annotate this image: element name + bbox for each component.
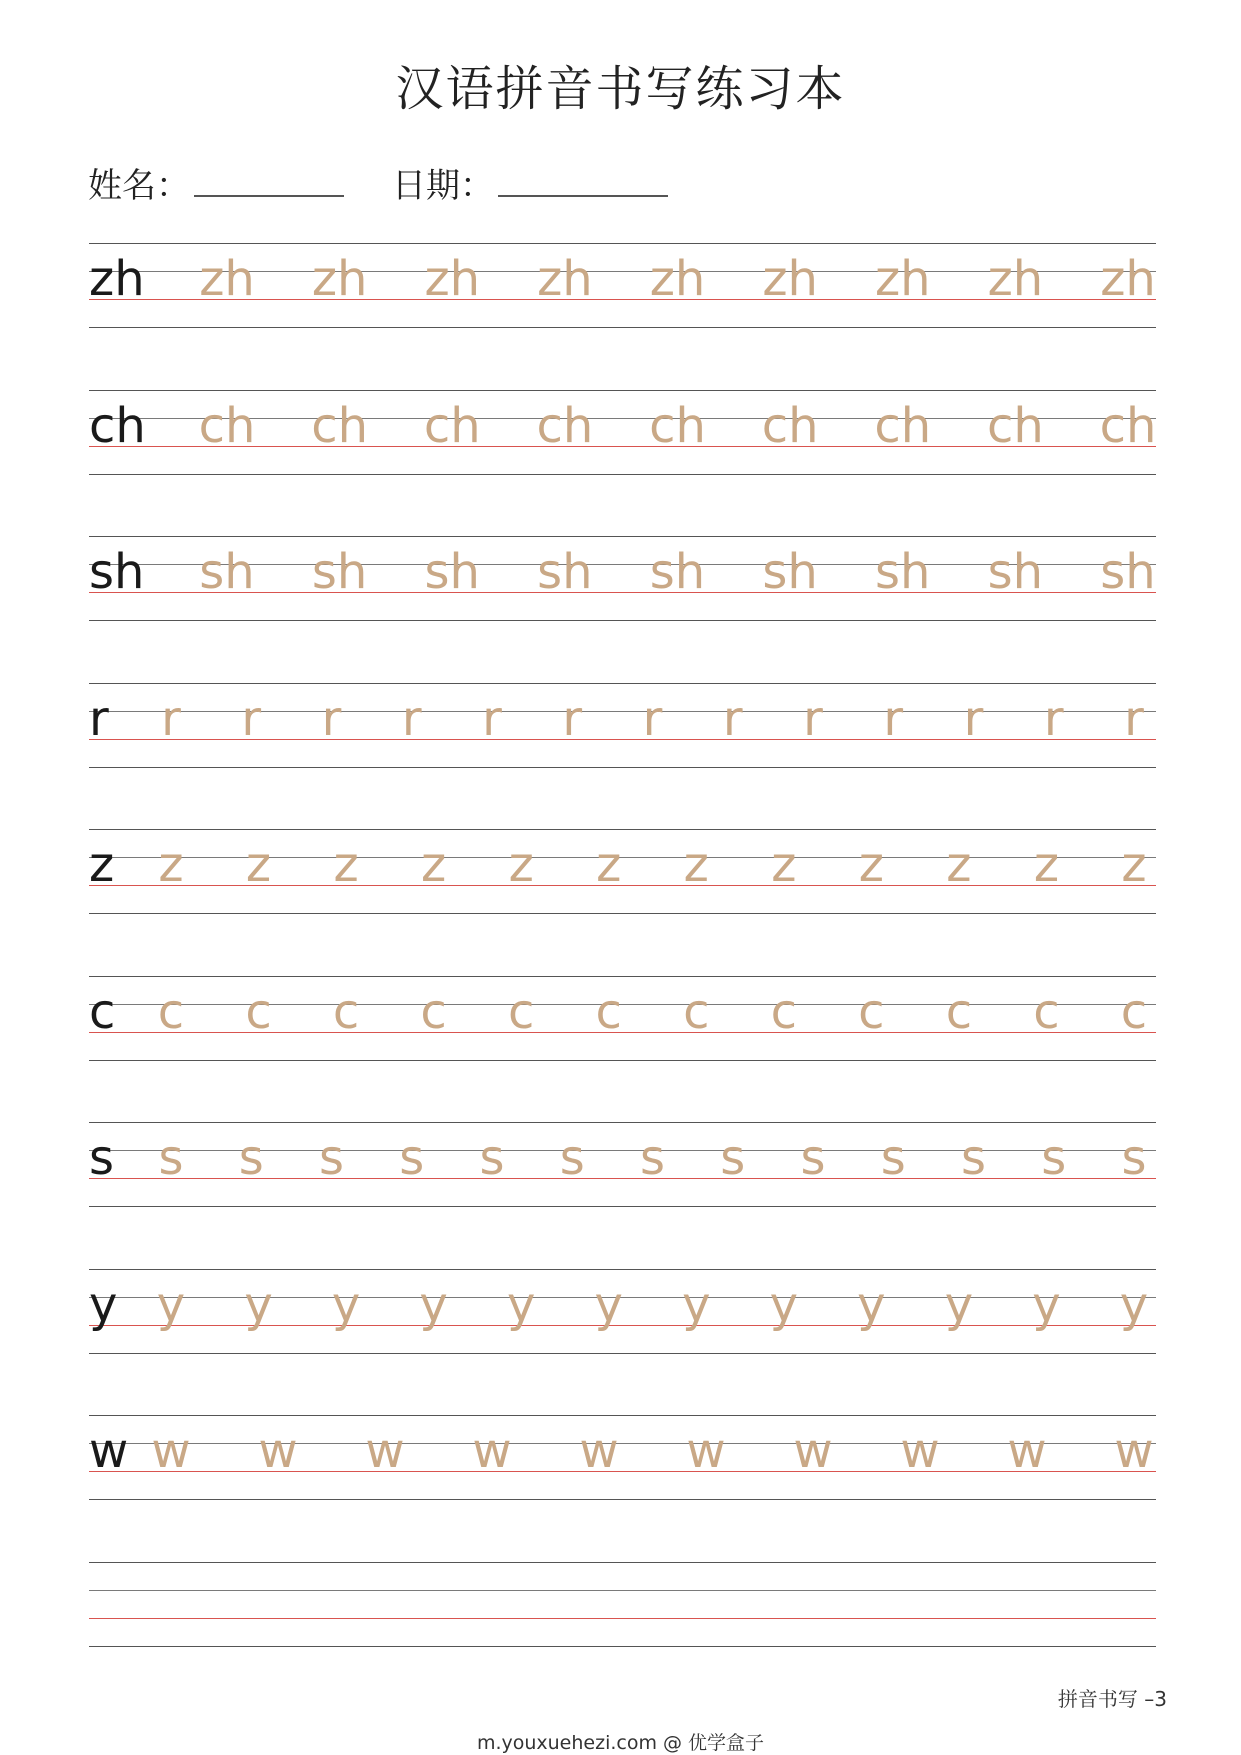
trace-letter[interactable]: w xyxy=(258,1423,298,1479)
trace-letter[interactable]: s xyxy=(479,1130,505,1186)
model-letter: sh xyxy=(89,544,145,600)
writing-row xyxy=(89,536,1156,620)
name-field xyxy=(88,158,344,207)
trace-letter[interactable]: s xyxy=(720,1130,746,1186)
guide-rule xyxy=(89,327,1156,328)
guide-rule xyxy=(89,1562,1156,1563)
trace-letter[interactable]: r xyxy=(1124,690,1144,747)
trace-letter[interactable]: s xyxy=(318,1130,345,1186)
trace-letters xyxy=(89,536,1156,600)
trace-letter[interactable]: ch xyxy=(536,397,594,454)
date-label: 日期： xyxy=(392,166,494,206)
trace-letter[interactable]: w xyxy=(472,1423,512,1479)
trace-letter[interactable]: r xyxy=(241,690,262,747)
date-blank-line[interactable] xyxy=(498,195,668,197)
trace-letter[interactable]: zh xyxy=(762,251,818,307)
trace-letter[interactable]: r xyxy=(803,690,823,747)
page-title: 汉语拼音书写练习本 xyxy=(395,61,846,117)
writing-row xyxy=(89,1269,1156,1353)
guide-rule xyxy=(89,1499,1156,1500)
trace-letter[interactable]: sh xyxy=(1100,544,1156,600)
model-letter: c xyxy=(89,983,116,1040)
trace-letter[interactable]: ch xyxy=(198,397,256,454)
guide-rule xyxy=(89,1590,1156,1591)
trace-letter[interactable]: ch xyxy=(1099,397,1157,454)
trace-letter[interactable]: zh xyxy=(1100,251,1156,307)
trace-letters xyxy=(89,1415,1156,1479)
trace-letter[interactable]: z xyxy=(508,837,534,893)
trace-letter[interactable]: y xyxy=(244,1276,273,1333)
date-field xyxy=(392,158,668,207)
trace-letter[interactable]: sh xyxy=(649,544,706,600)
trace-letter[interactable]: ch xyxy=(311,397,369,454)
model-letter: y xyxy=(89,1276,118,1333)
name-label: 姓名： xyxy=(88,166,190,206)
guide-rule xyxy=(89,767,1156,768)
trace-letter[interactable]: z xyxy=(683,837,709,893)
trace-letter[interactable]: r xyxy=(562,690,583,747)
trace-letter[interactable]: ch xyxy=(423,397,481,454)
model-letter: zh xyxy=(89,251,145,307)
trace-letter[interactable]: y xyxy=(331,1276,361,1333)
name-blank-line[interactable] xyxy=(194,195,344,197)
guide-rule xyxy=(89,1353,1156,1354)
trace-letter[interactable]: z xyxy=(1121,837,1147,893)
trace-letter[interactable]: c xyxy=(332,983,360,1040)
trace-letter[interactable]: sh xyxy=(199,544,255,600)
writing-row xyxy=(89,829,1156,913)
trace-letter[interactable]: c xyxy=(945,983,973,1040)
trace-letter[interactable]: w xyxy=(151,1423,191,1479)
trace-letter[interactable]: ch xyxy=(986,397,1044,454)
trace-letter[interactable]: w xyxy=(579,1423,619,1479)
trace-letter[interactable]: z xyxy=(858,837,884,893)
writing-row xyxy=(89,243,1156,327)
writing-row xyxy=(89,390,1156,474)
guide-rule xyxy=(89,620,1156,621)
trace-letter[interactable]: r xyxy=(722,690,743,747)
writing-row xyxy=(89,1122,1156,1206)
trace-letter[interactable]: c xyxy=(683,983,710,1040)
trace-letter[interactable]: w xyxy=(793,1423,833,1479)
guide-rule xyxy=(89,1206,1156,1207)
trace-letter[interactable]: ch xyxy=(761,397,819,454)
trace-letter[interactable]: zh xyxy=(874,251,931,307)
trace-letter[interactable]: r xyxy=(883,690,904,747)
trace-letter[interactable]: c xyxy=(770,983,798,1040)
baseline-rule xyxy=(89,1471,1156,1472)
guide-rule xyxy=(89,1646,1156,1647)
model-letter: r xyxy=(89,690,109,747)
guide-rule xyxy=(89,1060,1156,1061)
trace-letters xyxy=(89,976,1156,1040)
trace-letter[interactable]: y xyxy=(419,1276,448,1333)
page-number: 拼音书写 –3 xyxy=(1057,1687,1167,1711)
trace-letter[interactable]: w xyxy=(365,1423,405,1479)
trace-letter[interactable]: zh xyxy=(199,251,255,307)
trace-letters xyxy=(89,390,1157,454)
trace-letter[interactable]: zh xyxy=(649,251,706,307)
trace-letters xyxy=(89,1269,1156,1333)
trace-letter[interactable]: r xyxy=(482,690,502,747)
trace-letters xyxy=(89,1122,1156,1186)
guide-rule xyxy=(89,913,1156,914)
trace-letter[interactable]: c xyxy=(858,983,885,1040)
trace-letter[interactable]: s xyxy=(1121,1130,1147,1186)
trace-letter[interactable]: c xyxy=(1033,983,1060,1040)
trace-letter[interactable]: ch xyxy=(649,397,706,454)
trace-letter[interactable]: r xyxy=(1043,690,1064,747)
trace-letter[interactable]: z xyxy=(245,837,272,893)
trace-letter[interactable]: s xyxy=(238,1130,264,1186)
writing-row xyxy=(89,1415,1156,1499)
model-letter: ch xyxy=(89,397,146,454)
trace-letter[interactable]: w xyxy=(1114,1423,1154,1479)
guide-rule xyxy=(89,474,1156,475)
trace-letter[interactable]: zh xyxy=(424,251,481,307)
baseline-rule xyxy=(89,1618,1156,1619)
trace-letter[interactable]: w xyxy=(686,1423,726,1479)
trace-letter[interactable]: r xyxy=(161,690,181,747)
writing-row xyxy=(89,976,1156,1060)
trace-letter[interactable]: sh xyxy=(875,544,931,600)
trace-letter[interactable]: w xyxy=(900,1423,940,1479)
trace-letters xyxy=(89,683,1156,747)
trace-letter[interactable]: y xyxy=(506,1276,536,1333)
trace-letter[interactable]: sh xyxy=(311,544,368,600)
trace-letter[interactable]: z xyxy=(946,837,972,893)
model-letter: w xyxy=(89,1423,129,1479)
trace-letter[interactable]: c xyxy=(420,983,447,1040)
trace-letter[interactable]: s xyxy=(399,1130,425,1186)
trace-letter[interactable]: z xyxy=(421,837,447,893)
trace-letters xyxy=(89,243,1156,307)
trace-letter[interactable]: z xyxy=(333,837,359,893)
model-letter: s xyxy=(89,1130,115,1186)
trace-letter[interactable]: z xyxy=(771,837,797,893)
trace-letter[interactable]: s xyxy=(559,1130,585,1186)
trace-letter[interactable]: y xyxy=(769,1276,799,1333)
writing-row xyxy=(89,683,1156,767)
trace-letter[interactable]: zh xyxy=(537,251,593,307)
trace-letter[interactable]: y xyxy=(682,1276,711,1333)
trace-letters xyxy=(89,829,1156,893)
trace-letter[interactable]: s xyxy=(800,1130,826,1186)
trace-letter[interactable]: s xyxy=(158,1130,184,1186)
trace-letter[interactable]: y xyxy=(594,1276,623,1333)
trace-letter[interactable]: z xyxy=(158,837,184,893)
trace-letter[interactable]: r xyxy=(401,690,422,747)
trace-letter[interactable]: c xyxy=(245,983,272,1040)
trace-letter[interactable]: s xyxy=(880,1130,906,1186)
trace-letter[interactable]: c xyxy=(507,983,535,1040)
trace-letter[interactable]: y xyxy=(944,1276,974,1333)
trace-letter[interactable]: r xyxy=(321,690,342,747)
trace-letter[interactable]: c xyxy=(1120,983,1148,1040)
trace-letter[interactable]: ch xyxy=(874,397,932,454)
trace-letter[interactable]: y xyxy=(1032,1276,1061,1333)
trace-letter[interactable]: sh xyxy=(762,544,818,600)
trace-letter[interactable]: zh xyxy=(987,251,1044,307)
trace-letter[interactable]: y xyxy=(156,1276,186,1333)
trace-letter[interactable]: y xyxy=(857,1276,886,1333)
trace-letter[interactable]: s xyxy=(1041,1130,1067,1186)
footer-watermark: m.youxuehezi.com @ 优学盒子 xyxy=(476,1732,765,1754)
trace-letter[interactable]: r xyxy=(963,690,984,747)
trace-letter[interactable]: s xyxy=(960,1130,987,1186)
trace-letter[interactable]: z xyxy=(596,837,622,893)
trace-letter[interactable]: r xyxy=(642,690,663,747)
trace-letter[interactable]: s xyxy=(639,1130,666,1186)
trace-letter[interactable]: sh xyxy=(537,544,593,600)
trace-letter[interactable]: y xyxy=(1119,1276,1149,1333)
trace-letter[interactable]: c xyxy=(157,983,185,1040)
trace-letter[interactable]: sh xyxy=(424,544,480,600)
trace-letter[interactable]: z xyxy=(1033,837,1060,893)
trace-letter[interactable]: sh xyxy=(987,544,1044,600)
trace-letter[interactable]: w xyxy=(1007,1423,1047,1479)
model-letter: z xyxy=(89,837,115,893)
trace-letter[interactable]: zh xyxy=(311,251,368,307)
trace-letter[interactable]: c xyxy=(595,983,622,1040)
writing-row xyxy=(89,1562,1156,1646)
